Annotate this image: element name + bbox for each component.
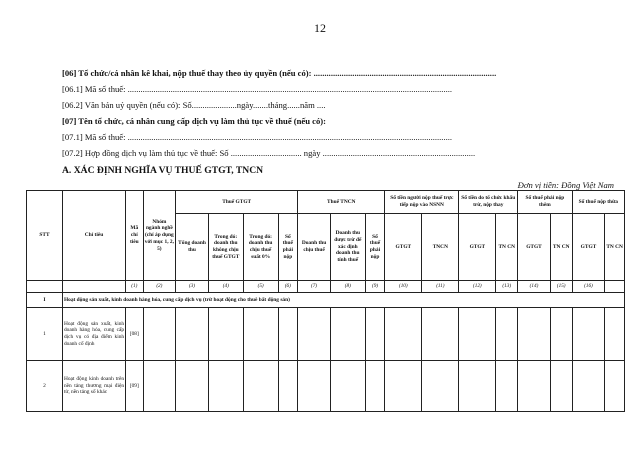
- header-khau-tru-tncn: TN CN: [496, 214, 518, 281]
- header-phai-nop-them: Số thuế phải nộp thêm: [518, 191, 572, 214]
- section-title: A. XÁC ĐỊNH NGHĨA VỤ THUẾ GTGT, TNCN: [62, 165, 264, 176]
- page-number: 12: [314, 21, 326, 35]
- col-number: (14): [518, 281, 551, 293]
- header-so-thue-tncn: Số thuế phải nộp: [365, 214, 385, 281]
- header-stt: STT: [27, 191, 63, 281]
- service-provider-line: [07] Tên tổ chức, cá nhân cung cấp dịch vụ làm thủ tục về thuế (nếu có):: [62, 116, 327, 126]
- row-code: [09]: [126, 361, 143, 412]
- header-dt-khong-chiu-thue: Trong đó: doanh thu không chịu thuế GTGT: [208, 214, 243, 281]
- row-stt: 1: [27, 308, 63, 361]
- header-khau-tru-gtgt: GTGT: [459, 214, 496, 281]
- header-so-thue-gtgt: Số thuế phải nộp: [278, 214, 298, 281]
- col-number: (16): [572, 281, 605, 293]
- header-nhom-nganh-nghe: Nhóm ngành nghề (chỉ áp dụng với mục 1, 2, 5): [143, 191, 176, 281]
- header-thue-tncn: Thuế TNCN: [298, 191, 385, 214]
- authorization-doc-line: [06.2] Văn bản uỷ quyền (nếu có): Số.....................ngày.......tháng......năm ....: [62, 100, 326, 110]
- col-number: (5): [243, 281, 278, 293]
- col-number: (8): [330, 281, 365, 293]
- col-number: (4): [208, 281, 243, 293]
- tax-obligation-table: [26, 190, 625, 412]
- col-number: (6): [278, 281, 298, 293]
- col-number: (2): [143, 281, 176, 293]
- header-nop-vao-nsnn: Số tiền người nộp thuế trực tiếp nộp vào NSNN: [385, 191, 459, 214]
- header-thue-gtgt: Thuế GTGT: [176, 191, 298, 214]
- header-nsnn-gtgt: GTGT: [385, 214, 422, 281]
- header-nop-them-tncn: TN CN: [550, 214, 572, 281]
- currency-unit-note: Đơn vị tiền: Đồng Việt Nam: [517, 180, 614, 190]
- service-contract-line: [07.2] Hợp đồng dịch vụ làm thủ tục về thuế: Số ................................. ngày .......................................................................: [62, 148, 476, 158]
- header-nop-thua: Số thuế nộp thừa: [572, 191, 624, 214]
- col-number: (1): [126, 281, 143, 293]
- section-row-label: Hoạt động sản xuất, kinh doanh hàng hóa, cung cấp dịch vụ (trừ hoạt động cho thuê bất động sản): [62, 293, 624, 308]
- col-number: (11): [422, 281, 459, 293]
- table-row: [27, 308, 625, 361]
- col-number: (3): [176, 281, 209, 293]
- row-code: [08]: [126, 308, 143, 361]
- col-number: (10): [385, 281, 422, 293]
- col-number: (9): [365, 281, 385, 293]
- row-label: Hoạt động kinh doanh trên nền tảng thương mại điện tử, nền tảng số khác: [62, 361, 125, 412]
- provider-tax-code-line: [07.1] Mã số thuế: .......................................................................................................................................................: [62, 132, 453, 142]
- header-chi-tieu: Chỉ tiêu: [62, 191, 125, 281]
- row-stt: 2: [27, 361, 63, 412]
- declarant-line: [06] Tổ chức/cá nhân kê khai, nộp thuế thay theo ủy quyền (nếu có): .....................................................................................: [62, 68, 497, 78]
- header-khau-tru-nop-thay: Số tiền do tổ chức khấu trừ, nộp thay: [459, 191, 518, 214]
- header-nop-thua-gtgt: GTGT: [572, 214, 605, 281]
- col-number: (12): [459, 281, 496, 293]
- header-dt-thue-suat-0: Trong đó: doanh thu chịu thuế suất 0%: [243, 214, 278, 281]
- col-number: (13): [496, 281, 518, 293]
- col-number: (15): [550, 281, 572, 293]
- col-number: (7): [298, 281, 331, 293]
- table-row: [27, 361, 625, 412]
- header-nsnn-tncn: TNCN: [422, 214, 459, 281]
- header-dt-chiu-thue-tncn: Doanh thu chịu thuế: [298, 214, 331, 281]
- section-row-stt: I: [27, 293, 63, 308]
- header-nop-thua-tncn: TN CN: [605, 214, 625, 281]
- column-number-row: [27, 281, 625, 293]
- declarant-tax-code-line: [06.1] Mã số thuế: .......................................................................................................................................................: [62, 84, 453, 94]
- header-tong-doanh-thu: Tổng doanh thu: [176, 214, 209, 281]
- row-label: Hoạt động sản xuất, kinh doanh hàng hóa, cung cấp dịch vụ có địa điểm kinh doanh cố định: [62, 308, 125, 361]
- header-nop-them-gtgt: GTGT: [518, 214, 551, 281]
- section-row: [27, 293, 625, 308]
- header-ma-chi-tieu: Mã chỉ tiêu: [126, 191, 143, 281]
- header-dt-duoc-tru: Doanh thu được trừ để xác định doanh thu tính thuế: [330, 214, 365, 281]
